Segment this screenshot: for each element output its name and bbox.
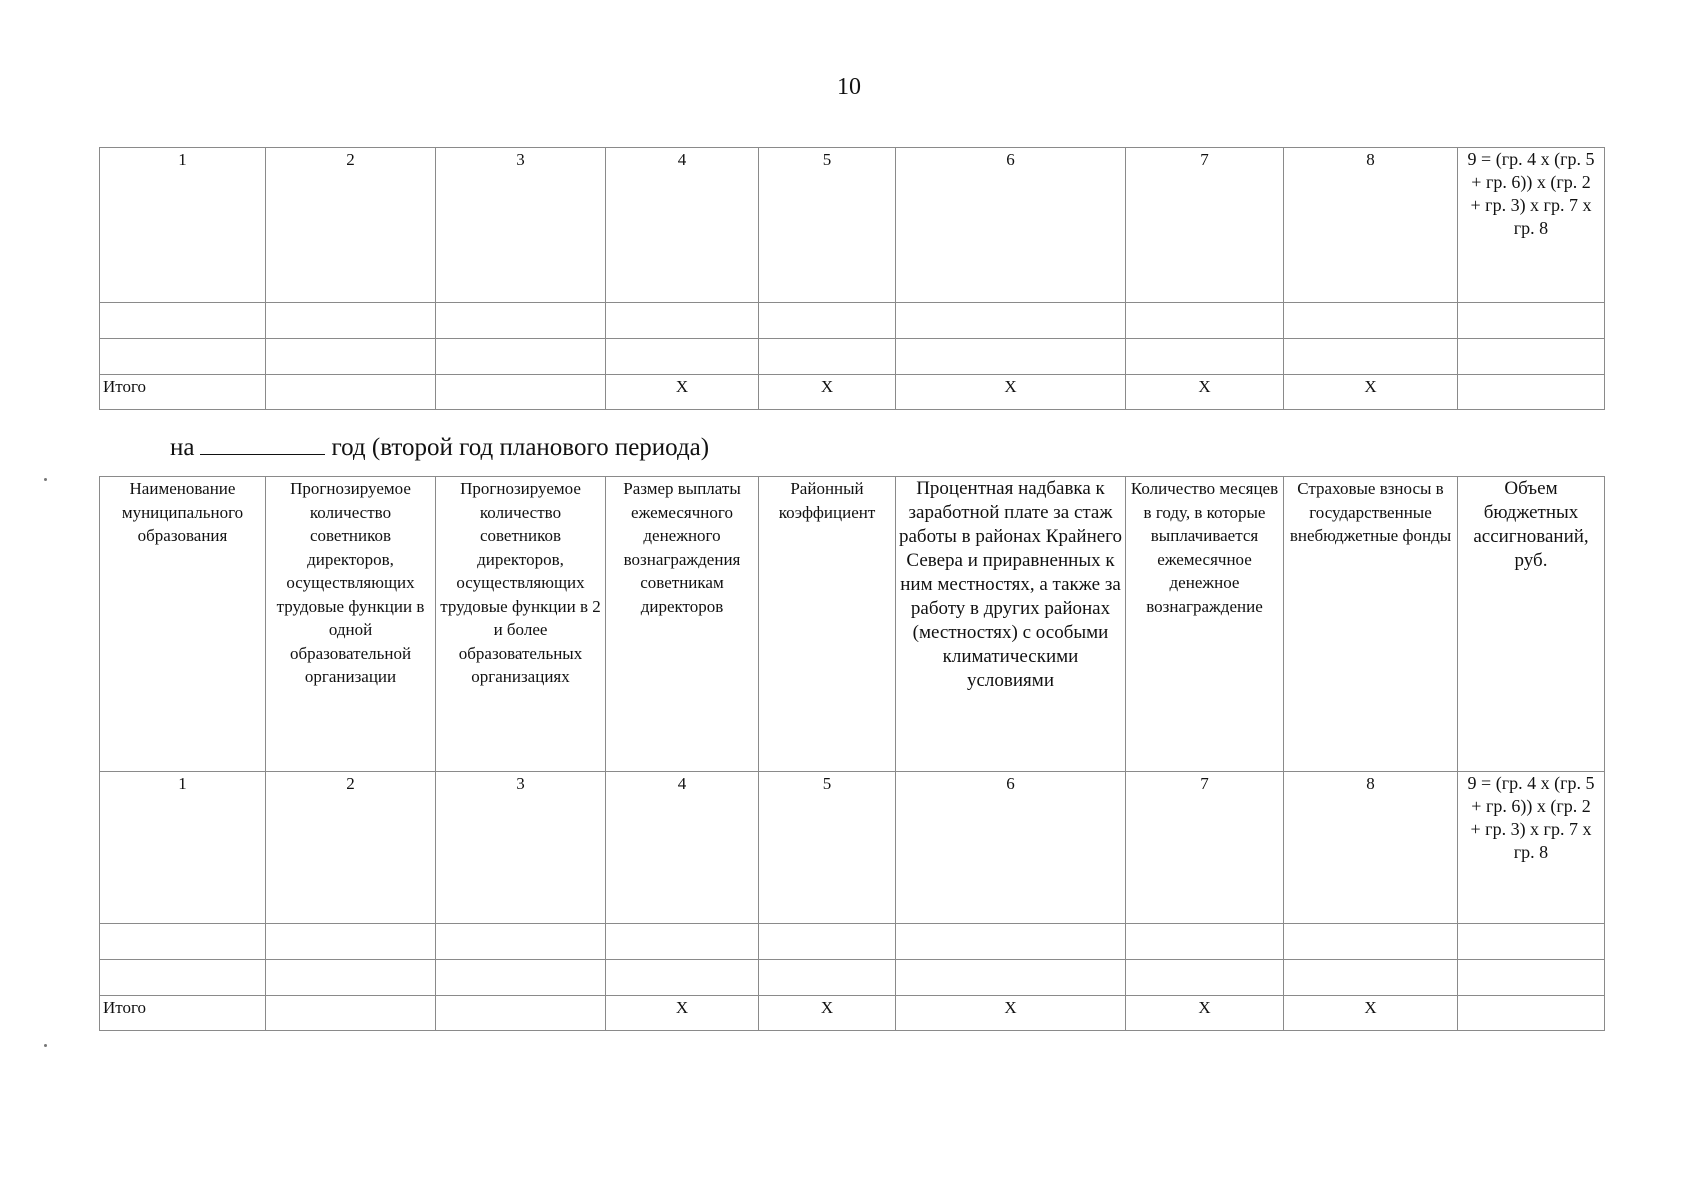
total-mark: Х: [1126, 996, 1284, 1031]
column-number-7: 7: [1126, 772, 1284, 924]
column-header-payment-size: Размер выплаты ежемесячного денежного вознаграждения советникам директоров: [606, 477, 759, 772]
table-cell: [100, 339, 266, 375]
table-row: [100, 960, 1605, 996]
scan-mark: [44, 1044, 47, 1047]
total-mark: Х: [759, 996, 896, 1031]
column-number-3: 3: [436, 148, 606, 303]
column-number-8: 8: [1284, 772, 1458, 924]
column-number-2: 2: [266, 772, 436, 924]
table-cell: [1284, 960, 1458, 996]
total-mark: Х: [1284, 375, 1458, 410]
table-row: [100, 303, 1605, 339]
allocation-table-first-year: [99, 147, 1605, 410]
table-cell: [100, 960, 266, 996]
table-cell: [606, 339, 759, 375]
table-cell: [896, 960, 1126, 996]
column-number-4: 4: [606, 148, 759, 303]
table-cell: [896, 339, 1126, 375]
table-cell: [606, 303, 759, 339]
table-cell: [1284, 924, 1458, 960]
table-cell: [896, 924, 1126, 960]
table-cell: [606, 960, 759, 996]
allocation-table-second-year: [99, 476, 1605, 1031]
table-row: [100, 339, 1605, 375]
column-number-6: 6: [896, 772, 1126, 924]
column-number-3: 3: [436, 772, 606, 924]
table-cell: [100, 303, 266, 339]
table-cell: [1458, 996, 1605, 1031]
table-cell: [759, 339, 896, 375]
table-cell: [436, 996, 606, 1031]
total-mark: Х: [759, 375, 896, 410]
total-mark: Х: [1284, 996, 1458, 1031]
table-cell: [436, 960, 606, 996]
total-mark: Х: [1126, 375, 1284, 410]
column-number-row: [100, 772, 1605, 924]
table-cell: [436, 303, 606, 339]
table-cell: [896, 303, 1126, 339]
table-cell: [100, 924, 266, 960]
table-cell: [1458, 924, 1605, 960]
table-cell: [266, 303, 436, 339]
section-heading: [170, 430, 709, 462]
table-cell: [606, 924, 759, 960]
column-header-months-count: Количество месяцев в году, в которые выплачивается ежемесячное денежное вознаграждение: [1126, 477, 1284, 772]
column-number-9-formula: 9 = (гр. 4 х (гр. 5 + гр. 6)) х (гр. 2 + гр. 3) х гр. 7 х гр. 8: [1458, 772, 1605, 924]
total-row: [100, 375, 1605, 410]
table-cell: [1458, 960, 1605, 996]
total-mark: Х: [606, 375, 759, 410]
column-header-regional-coefficient: Районный коэффициент: [759, 477, 896, 772]
table-cell: [1458, 375, 1605, 410]
table-cell: [759, 303, 896, 339]
column-number-5: 5: [759, 148, 896, 303]
column-header-budget-volume: Объем бюджетных ассигнований, руб.: [1458, 477, 1605, 772]
table-cell: [1126, 303, 1284, 339]
column-header-row: [100, 477, 1605, 772]
column-number-row: [100, 148, 1605, 303]
column-header-northern-allowance: Процентная надбавка к заработной плате за стаж работы в районах Крайнего Севера и приравненных к ним местностях, а также за работу в других районах (местностях) с особыми климатическими условиями: [896, 477, 1126, 772]
table-cell: [1126, 924, 1284, 960]
table-cell: [759, 960, 896, 996]
table-cell: [1284, 303, 1458, 339]
scan-mark: [44, 478, 47, 481]
column-number-6: 6: [896, 148, 1126, 303]
page-number: 10: [837, 74, 861, 100]
total-mark: Х: [896, 996, 1126, 1031]
section-heading-prefix: на: [170, 434, 195, 461]
total-row: [100, 996, 1605, 1031]
table-cell: [1126, 960, 1284, 996]
table-cell: [1458, 303, 1605, 339]
column-number-9-formula: 9 = (гр. 4 х (гр. 5 + гр. 6)) х (гр. 2 + гр. 3) х гр. 7 х гр. 8: [1458, 148, 1605, 303]
total-label: Итого: [100, 996, 266, 1031]
table-cell: [266, 924, 436, 960]
column-number-1: 1: [100, 772, 266, 924]
column-number-8: 8: [1284, 148, 1458, 303]
table-cell: [266, 996, 436, 1031]
total-mark: Х: [606, 996, 759, 1031]
column-number-2: 2: [266, 148, 436, 303]
table-cell: [436, 375, 606, 410]
year-blank: [200, 430, 325, 455]
section-heading-suffix: год (второй год планового периода): [331, 434, 710, 461]
column-header-municipality: Наименование муниципального образования: [100, 477, 266, 772]
total-label: Итого: [100, 375, 266, 410]
table-cell: [266, 375, 436, 410]
column-header-advisors-multi-org: Прогнозируемое количество советников директоров, осуществляющих трудовые функции в 2 и более образовательных организациях: [436, 477, 606, 772]
table-cell: [266, 339, 436, 375]
column-number-5: 5: [759, 772, 896, 924]
column-header-advisors-one-org: Прогнозируемое количество советников директоров, осуществляющих трудовые функции в одной образовательной организации: [266, 477, 436, 772]
table-cell: [1284, 339, 1458, 375]
table-cell: [1126, 339, 1284, 375]
table-cell: [266, 960, 436, 996]
column-number-1: 1: [100, 148, 266, 303]
total-mark: Х: [896, 375, 1126, 410]
table-row: [100, 924, 1605, 960]
column-number-4: 4: [606, 772, 759, 924]
column-number-7: 7: [1126, 148, 1284, 303]
table-cell: [759, 924, 896, 960]
column-header-insurance: Страховые взносы в государственные внебюджетные фонды: [1284, 477, 1458, 772]
table-cell: [436, 924, 606, 960]
table-cell: [436, 339, 606, 375]
table-cell: [1458, 339, 1605, 375]
